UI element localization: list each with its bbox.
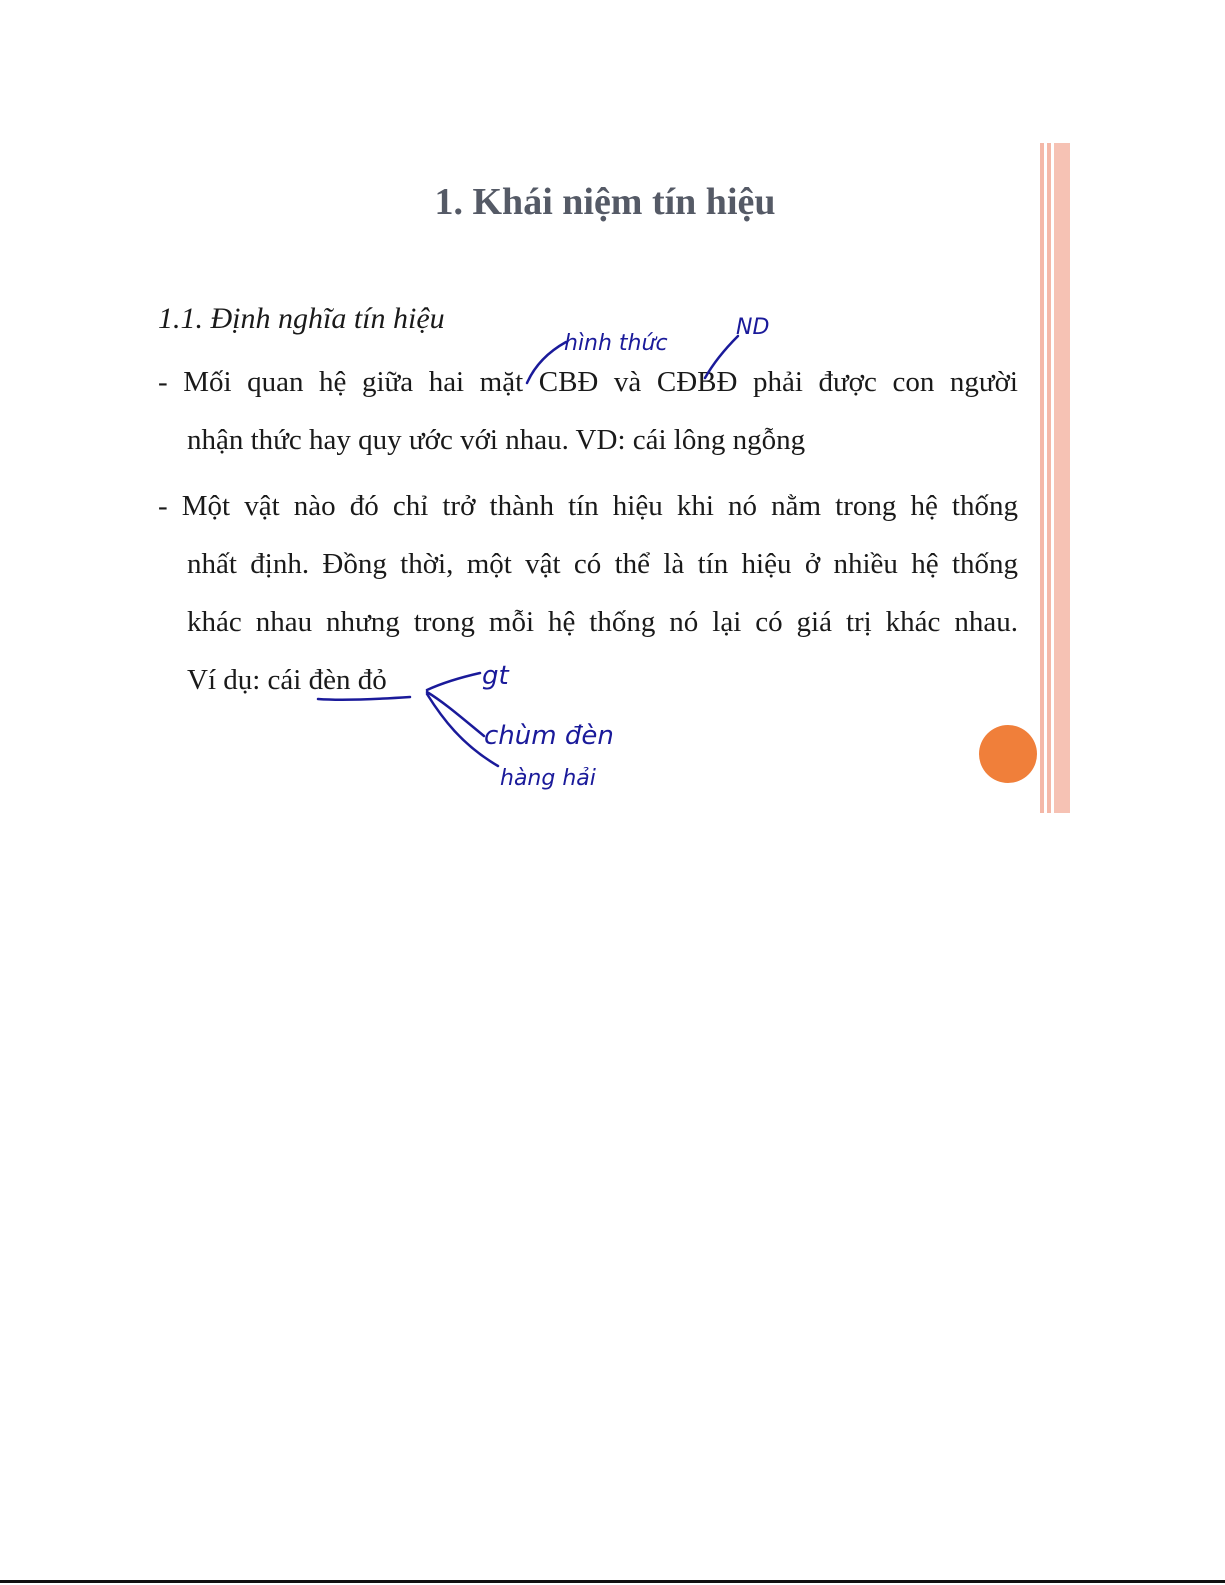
example-underlined: đèn đỏ bbox=[308, 664, 387, 696]
bullet2-line3: khác nhau nhưng trong mỗi hệ thống nó lại có giá trị khác nhau. bbox=[187, 606, 1018, 638]
annotation-nd: ND bbox=[736, 315, 770, 340]
example-prefix: Ví dụ: cái bbox=[187, 664, 309, 696]
annotation-gt: gt bbox=[482, 661, 509, 691]
annotation-hinh-thuc: hình thức bbox=[564, 331, 668, 356]
ink-branch-chum-den bbox=[427, 692, 484, 736]
bullet1-line1: - Mối quan hệ giữa hai mặt CBĐ và CĐBĐ phải được con người bbox=[158, 366, 1018, 398]
bottom-border bbox=[0, 1580, 1225, 1583]
ink-stroke-cbd bbox=[527, 342, 566, 383]
annotation-chum-den: chùm đèn bbox=[484, 721, 614, 751]
subheading: 1.1. Định nghĩa tín hiệu bbox=[158, 302, 445, 335]
bullet1-line2: nhận thức hay quy ước với nhau. VD: cái lông ngỗng bbox=[187, 424, 806, 456]
ink-branch-gt bbox=[427, 673, 480, 690]
bullet2-line2: nhất định. Đồng thời, một vật có thể là tín hiệu ở nhiều hệ thống bbox=[187, 548, 1018, 580]
ink-underline-den-do bbox=[318, 697, 410, 700]
ink-stroke-cdbd bbox=[705, 336, 738, 378]
page-title: 1. Khái niệm tín hiệu bbox=[434, 181, 776, 223]
bullet2-line1: - Một vật nào đó chỉ trở thành tín hiệu khi nó nằm trong hệ thống bbox=[158, 490, 1018, 522]
annotation-hang-hai: hàng hải bbox=[500, 766, 596, 791]
